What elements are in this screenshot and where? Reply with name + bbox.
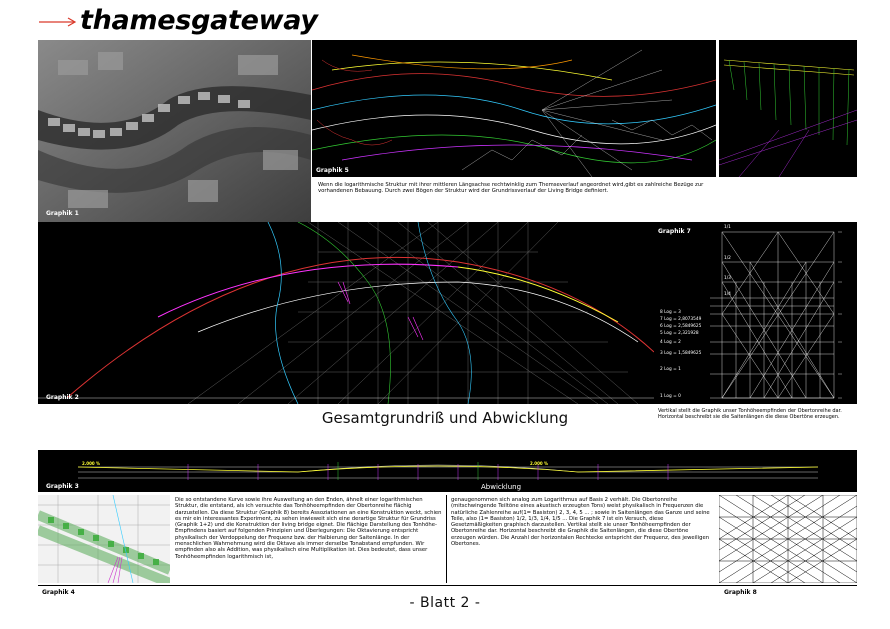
slope-label-right: 2.000 % (530, 461, 549, 466)
graphic-3-label: Graphik 3 (46, 483, 79, 490)
graphic-2-plan (38, 222, 654, 404)
text-column-right: genaugenommen sich analog zum Logarithmus auf Basis 2 verhält. Die Obertonreihe (mitschwingende Teiltöne eines akustisch erzeugten Tons) weist physikalisch in Frequenzen die natürliche Zahlenreihe auf(1= Basiston) 2, 3, 4, 5 ... ; sowie in Saitenlängen das Ganze und seine Teile, also (1= Basiston) 1/2, 1/3, 1/4, 1/5 ... Die Graphik 7 ist ein Versuch, diese Gesetzmäßigkeiten graphisch darzustellen. Vertikal stellt sie unser Tonhöheempfinden der Obertonreihe dar. Horizontal beschreibt die Graphik die Saitenlängen, die diese Obertöne erzeugen würden. Die Anzahl der horizontalen Rechtecke entspricht der Frequenz, des jeweiligen Obertones. (451, 497, 710, 548)
elevation-drawing (38, 450, 857, 492)
graphic-7-log-scale (654, 222, 857, 404)
log-row: 7 Log = 2,8073549 (660, 317, 702, 322)
fraction-label: 1/1 (724, 225, 731, 230)
perspective-drawing (719, 40, 857, 177)
graphic-3-elevation (38, 450, 857, 492)
graphic-2-label: Graphik 2 (46, 394, 79, 401)
graphic-8-structure (719, 495, 857, 583)
graphic-1-label: Graphik 1 (46, 210, 79, 217)
model-render (38, 40, 311, 222)
log-row: 6 Log = 2,5849625 (660, 324, 702, 329)
column-divider (446, 495, 447, 583)
log-row: 2 Log = 1 (660, 367, 681, 372)
graphic-4-label: Graphik 4 (42, 589, 75, 596)
log-row: 8 Log = 3 (660, 310, 681, 315)
slope-label-left: 2.000 % (82, 461, 101, 466)
structure-drawing (719, 495, 857, 583)
fraction-label: 1/2 (724, 256, 731, 261)
log-row: 3 Log = 1,5849625 (660, 351, 702, 356)
graphic-5-map (312, 40, 716, 177)
abwicklung-label: Abwicklung (481, 483, 522, 491)
graphic-4-detail (38, 495, 170, 583)
section-title: Gesamtgrundriß und Abwicklung (321, 409, 569, 427)
detail-drawing (38, 495, 170, 583)
page-number: - Blatt 2 - (409, 595, 481, 611)
graphic-7-caption: Vertikal stellt die Graphik unser Tonhöheempfinden der Obertonreihe dar. Horizontal beschreibt sie die Saitenlängen die diese Obertöne erzeugen. (658, 408, 842, 420)
graphic-1-model-view (38, 40, 311, 222)
graphic-5-label: Graphik 5 (316, 167, 349, 174)
log-row: 4 Log = 2 (660, 340, 681, 345)
graphic-5-caption: Wenn die logarithmische Struktur mit ihrer mittleren Längsachse rechtwinklig zum Themseverlauf angeordnet wird,gibt es zahlreiche Bezüge zur vorhandenen Bebauung. Durch zwei Bögen der Struktur wird der Grundrissverlauf der Living Bridge definiert. (318, 182, 704, 195)
map-drawing (312, 40, 716, 177)
text-column-left: Die so entstandene Kurve sowie ihre Ausweitung an den Enden, ähnelt einer logarithmischen Struktur, die entstand, als ich versuchte das Tonhöheempfinden der Obertonreihe flächig darzustellen. Da diese Struktur (Graphik 8) bereits Assoziationen an eine Konstruktion weckt, schien es mir ein interessantes Experiment, zu sehen inwieweit sich eine derartige Struktur für Grundriss (Graphik 1+2) und die Konstruktion der living bridge eignet. Die flächige Darstellung des Tonhöhe- Empfindens basiert auf folgenden Prinzipien und Überlegungen: Die Oktavierung entspricht physikalisch der Verdoppelung der Frequenz bzw. der Halbierung der Saitenlänge. In der menschlichen Wahrnehmung wird die Oktave als immer derselbe Tonabstand empfunden. Wir empfinden also als Addition, was physikalisch eine Multiplikation ist. Dies bedeutet, dass unser Tonhöheempfinden logarithmisch ist, (175, 497, 442, 560)
graphic-perspective (719, 40, 857, 177)
fraction-label: 1/4 (724, 292, 731, 297)
plan-drawing (38, 222, 654, 404)
fraction-label: 1/3 (724, 276, 731, 281)
log-grid-drawing (654, 222, 857, 404)
page-title: thamesgateway (80, 5, 318, 36)
log-row: 1 Log = 0 (660, 394, 681, 399)
bottom-rule (38, 585, 857, 586)
graphic-8-label: Graphik 8 (724, 589, 757, 596)
graphic-7-label: Graphik 7 (658, 228, 691, 235)
arrow-icon (38, 17, 78, 27)
log-row: 5 Log = 2,321928 (660, 331, 699, 336)
